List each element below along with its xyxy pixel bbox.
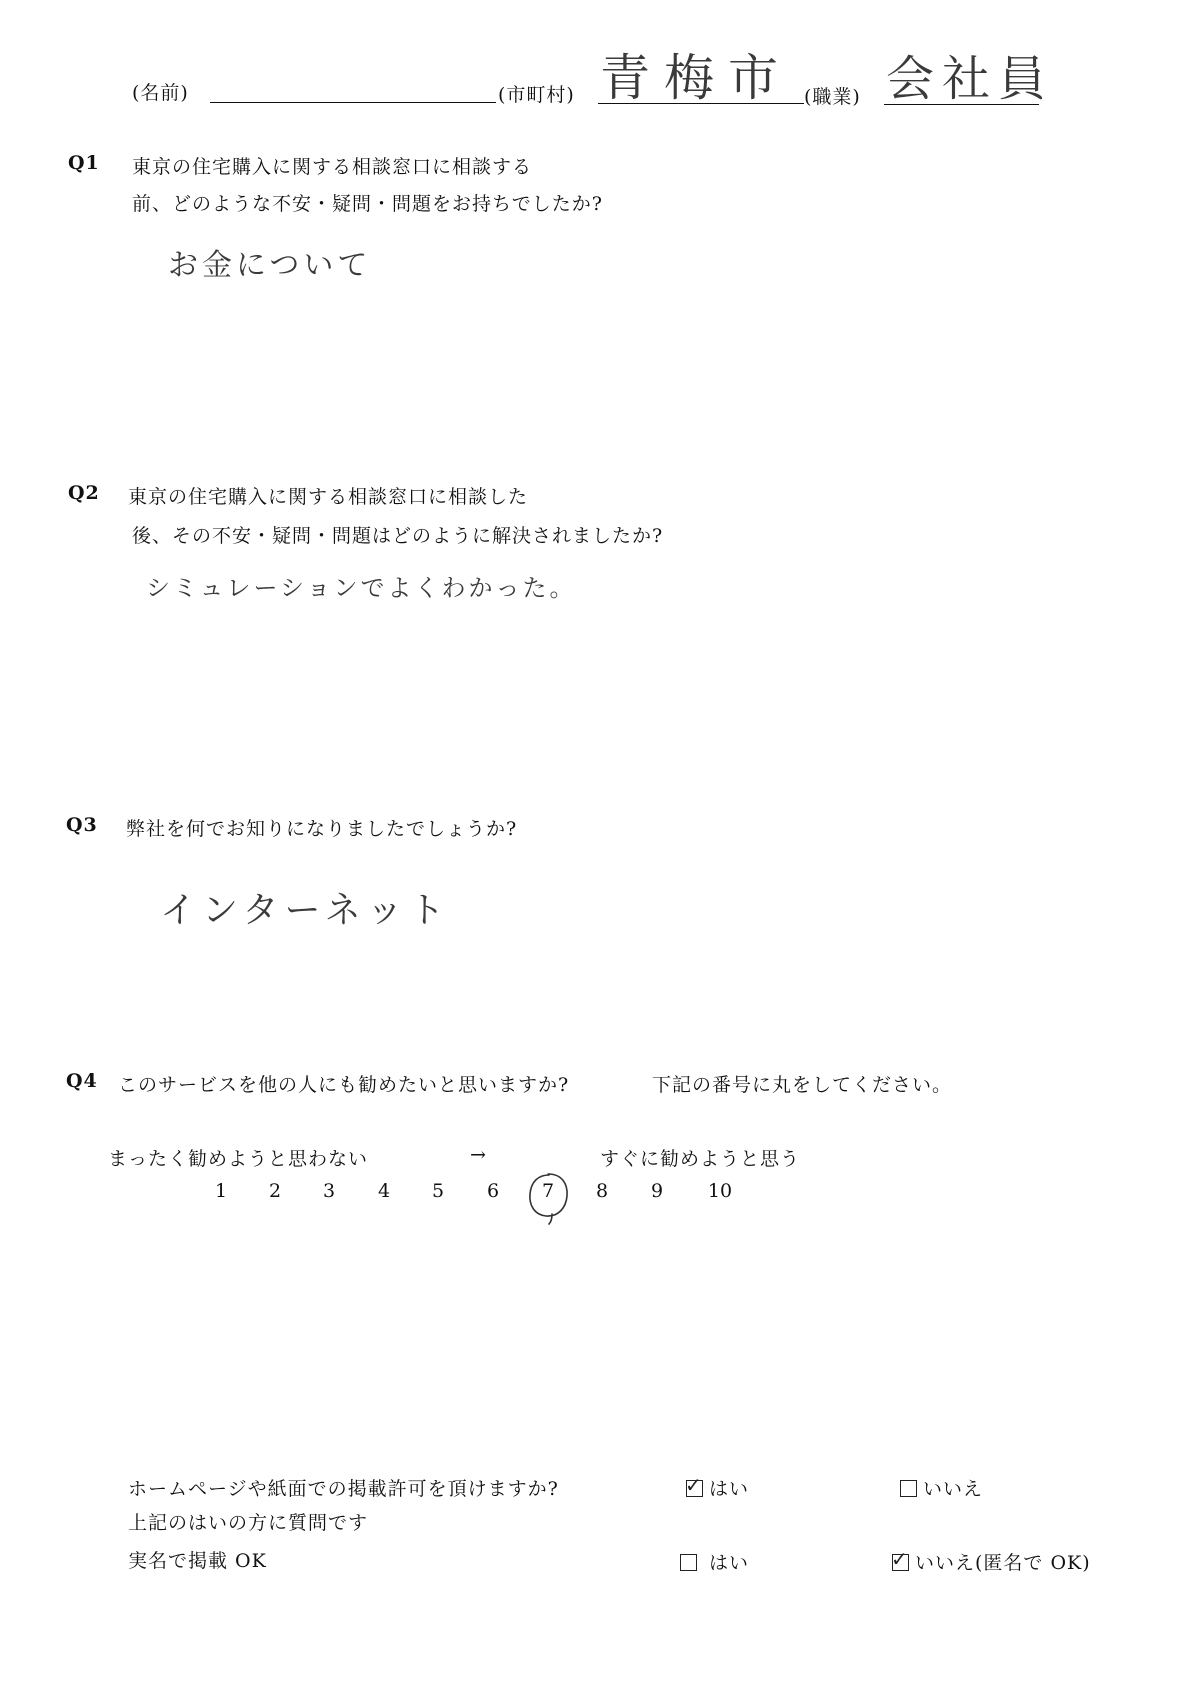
city-answer: 青梅市: [600, 49, 792, 107]
q4-text: このサービスを他の人にも勧めたいと思いますか?: [118, 1074, 570, 1096]
selection-circle: [522, 1170, 574, 1226]
q1-number: Q1: [68, 152, 100, 174]
q4-instruction: 下記の番号に丸をしてください。: [652, 1074, 953, 1096]
realname-yes-label: はい: [709, 1552, 750, 1574]
scale-number-1[interactable]: 1: [214, 1180, 228, 1202]
permission-followup: 上記のはいの方に質問です: [128, 1512, 369, 1534]
check-mark-icon: ✓: [891, 1547, 909, 1571]
q2-text-line1: 東京の住宅購入に関する相談窓口に相談した: [128, 486, 529, 508]
realname-yes-checkbox[interactable]: [680, 1554, 697, 1571]
realname-yes-option[interactable]: [680, 1548, 749, 1575]
q2-number: Q2: [68, 482, 100, 504]
realname-no-checkbox[interactable]: [891, 1547, 909, 1571]
scale-number-10[interactable]: 10: [707, 1180, 733, 1202]
scale-number-8[interactable]: 8: [595, 1180, 609, 1202]
q4-number: Q4: [66, 1070, 98, 1092]
permission-question: ホームページや紙面での掲載許可を頂けますか?: [128, 1478, 559, 1500]
scale-number-7[interactable]: 7: [541, 1180, 555, 1202]
permission-yes-label: はい: [709, 1478, 750, 1500]
q1-answer: お金について: [168, 248, 372, 283]
permission-yes-checkbox[interactable]: [685, 1473, 703, 1497]
scale-number-5[interactable]: 5: [431, 1180, 445, 1202]
permission-no-checkbox[interactable]: [900, 1480, 917, 1497]
q3-answer: インターネット: [160, 890, 451, 931]
scale-number-4[interactable]: 4: [377, 1180, 391, 1202]
q3-number: Q3: [66, 814, 98, 836]
city-label: (市町村): [498, 84, 575, 106]
job-answer: 会社員: [886, 51, 1055, 107]
name-label: (名前): [132, 82, 189, 104]
city-underline: [598, 103, 804, 104]
redacted-name: [210, 12, 492, 90]
scale-number-9[interactable]: 9: [650, 1180, 664, 1202]
scale-number-6[interactable]: 6: [486, 1180, 500, 1202]
scale-number-3[interactable]: 3: [322, 1180, 336, 1202]
q3-text: 弊社を何でお知りになりましたでしょうか?: [126, 818, 518, 840]
job-label: (職業): [804, 86, 861, 108]
permission-no-label: いいえ: [923, 1478, 984, 1500]
q1-text-line1: 東京の住宅購入に関する相談窓口に相談する: [132, 156, 533, 178]
scale-arrow: →: [470, 1144, 487, 1166]
realname-no-label: いいえ(匿名で OK): [915, 1552, 1091, 1574]
scale-right-label: すぐに勧めようと思う: [600, 1148, 801, 1170]
permission-no-option[interactable]: [900, 1474, 983, 1501]
scale-left-label: まったく勧めようと思わない: [108, 1148, 369, 1170]
q1-text-line2: 前、どのような不安・疑問・問題をお持ちでしたか?: [132, 193, 603, 215]
realname-no-option[interactable]: [892, 1548, 1091, 1575]
scale-number-2[interactable]: 2: [268, 1180, 282, 1202]
q2-text-line2: 後、その不安・疑問・問題はどのように解決されましたか?: [132, 525, 664, 547]
realname-label: 実名で掲載 OK: [128, 1550, 267, 1572]
name-underline: [210, 102, 496, 103]
q2-answer: シミュレーションでよくわかった。: [146, 574, 577, 602]
check-mark-icon: ✓: [685, 1473, 703, 1497]
job-underline: [884, 104, 1039, 105]
permission-yes-option[interactable]: [686, 1474, 749, 1501]
